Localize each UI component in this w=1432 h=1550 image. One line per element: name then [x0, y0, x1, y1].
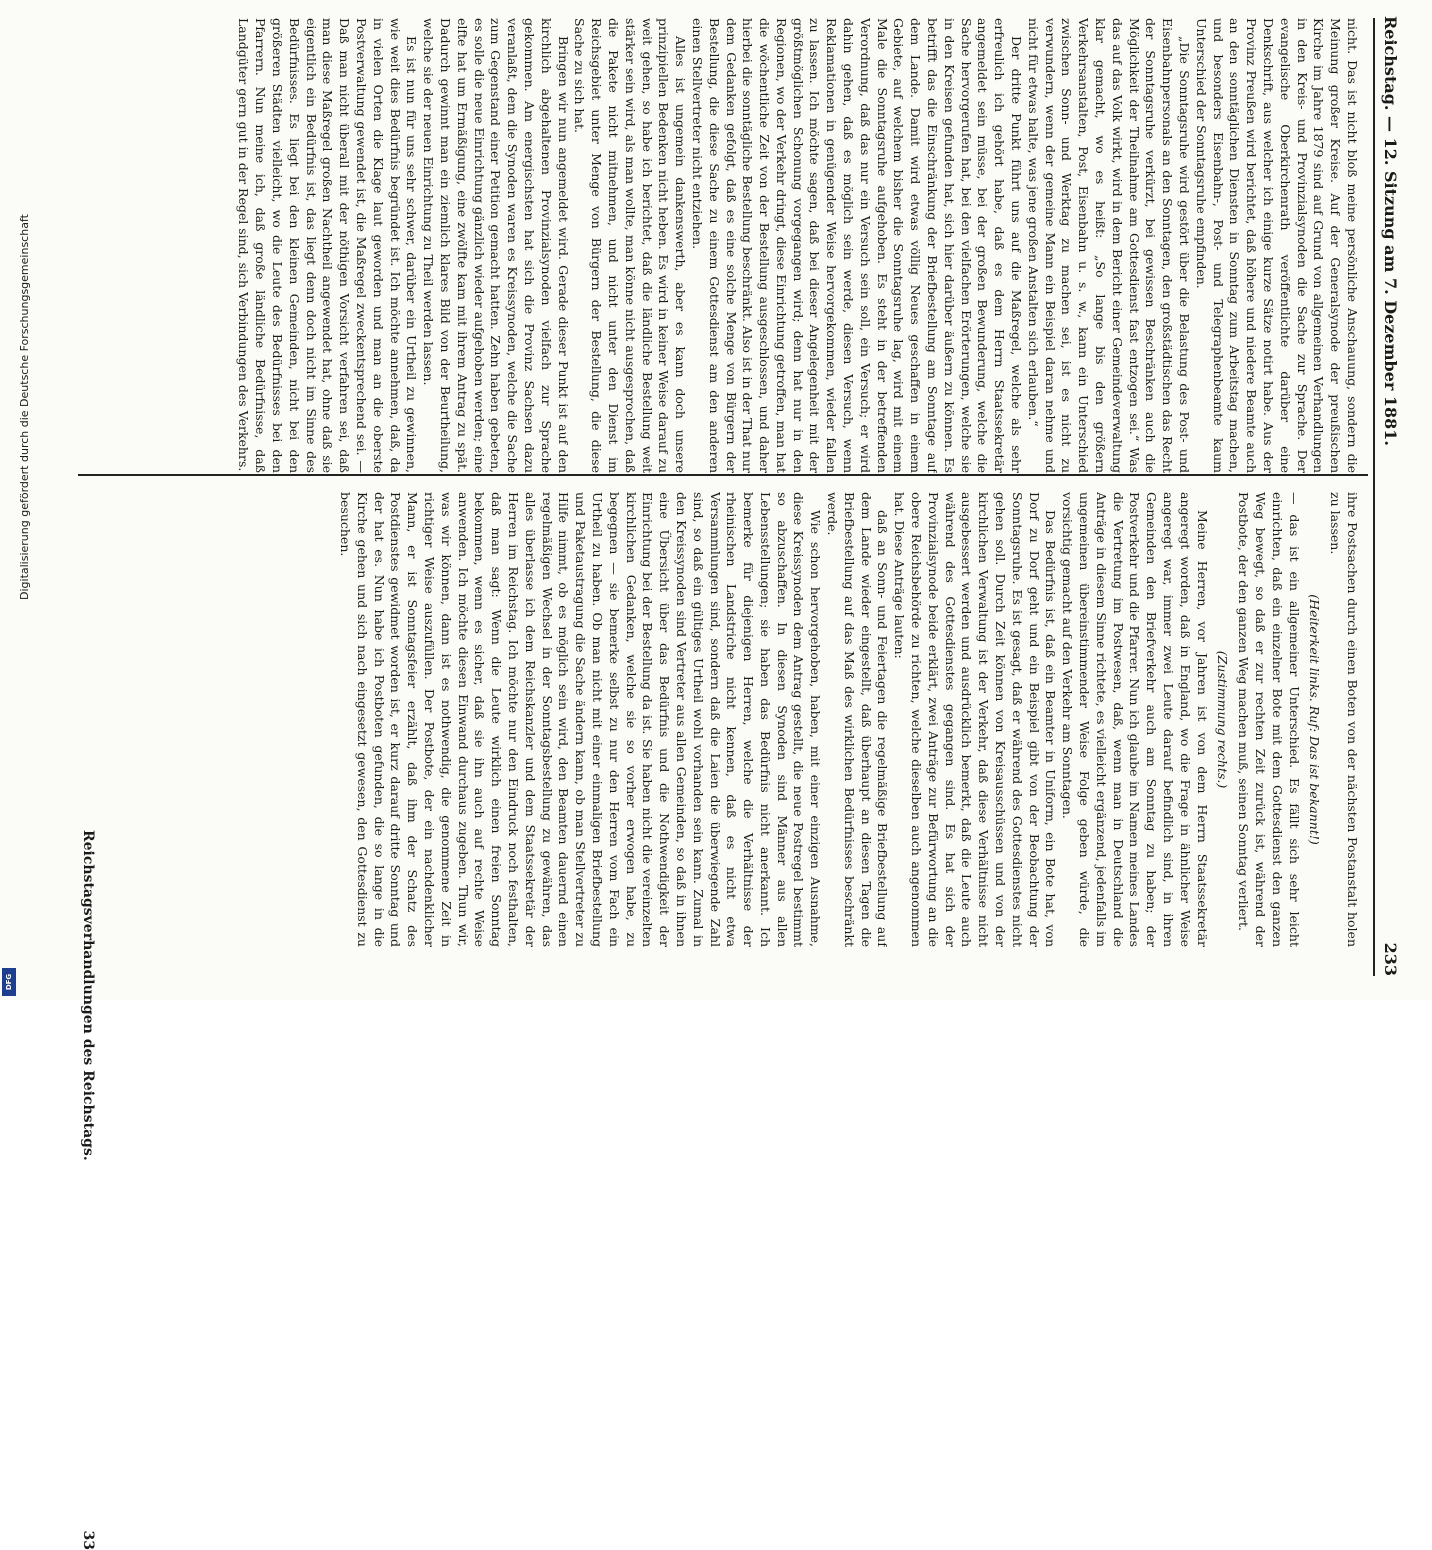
header-left: Reichstag. — 12. Sitzung am 7. Dezember 1881.: [1381, 16, 1401, 446]
signature-number: 33: [80, 1530, 96, 1550]
paragraph: — das ist ein allgemeiner Unterschied. Es fällt sich sehr leicht einrichten, daß ein einzelner Bote mit dem Gottesdienst den ganzen Weg bewegt, so daß er zur rechten Zeit zurück ist, während der Postbote, der den ganzen Weg machen muß, seinen Sonntag verliert.: [1236, 492, 1302, 947]
digitization-credit: Digitalisierung gefördert durch die Deutsche Forschungsgemeinschaft: [18, 214, 31, 600]
paragraph: „Die Sonntagsruhe wird gestört über die Belastung des Post- und Eisenbahnpersonals an den Sonntagen, den großstädtischen das Recht der Sonntagsruhe verkürzt, bei gewissen Beschränken auch die Möglichkeit der Theilnahme am Gottesdienst fast entzogen sei.“ Was das auf das Volk wirkt, wird in dem Bericht einer Gemeindeverwaltung klar gemacht, wo es heißt: „So lange bis den größern Verkehrsanstalten, Post, Eisenbahn u. s. w., kann ein Unterschied zwischen Sonn- und Werktag zu machen sei, ist es nicht zu verwundern, wenn der gemeine Mann ein Beispiel daran nehme und nicht für etwas halte, was jene großen Anstalten sich erlauben.“: [1025, 18, 1193, 473]
dfg-logo-icon: [2, 968, 16, 996]
column-divider: [78, 474, 1368, 476]
paragraph: Es ist nun für uns sehr schwer, darüber ein Urtheil zu gewinnen, wie weit dies Bedürfnis begründet ist. Ich möchte annehmen, daß, da in vielen Orten die Klage laut geworden und man an die oberste Postverwaltung gewendet ist, die Maßregel zweckentsprechend sei. — Daß man nicht überall mit der nöthigen Vorsicht verfahren sei, daß man diese Maßregel großen Nachtheil angewendet hat, ohne daß sie eigentlich ein Bedürfnis ist, das liegt denn doch nicht im Sinne des Bedürfnisses. Es liegt bei den kleinen Gemeinden, nicht bei den größeren Städten vielleicht, wo die Leute des Bedürfnisses bei den Pfarrern. Nun meine ich, daß große ländliche Bedürfnisse, daß Landgüter gern gut in der Regel sind, sich Verbindungen des Verkehrs.: [236, 18, 420, 473]
running-header: [1380, 16, 1402, 976]
paragraph: ihre Postsachen durch einen Boten von der nächsten Postanstalt holen zu lassen.: [1328, 492, 1360, 947]
signature-text: Reichstagsverhandlungen des Reichstags.: [80, 830, 96, 1161]
page-number: 233: [1381, 942, 1401, 976]
paragraph: Wie schon hervorgehoben, haben, mit einer einzigen Ausnahme, diese Kreissynoden dem Antrag gestellt, die neue Postregel bestimmt so abzuschaffen. In diesen Synoden sind Männer aus allen Lebensstellungen; sie haben das Bedürfnis nicht anerkannt. Ich bemerke für diejenigen Herren, welche die Verhältnisse der rheinischen Landstriche nicht kennen, daß es nicht etwa Versammlungen sind, sondern daß die Laien die überwiegende Zahl sind, so daß ein gültiges Urtheil wohl vorhanden sein kann. Zumal in den Kreissynoden sind Vertreter aus allen Gemeinden, so daß in ihnen eine Übersicht über das Bedürfnis und die Nothwendigkeit der Einrichtung bei der Bestellung da ist. Sie haben nicht die vereinzelten kirchlichen Gedanken, welche sie so vorher erwogen habe, zu begegnen — sie bemerke selbst zu nur den Herren vom Fach ein Urtheil zu haben. Ob man nicht mit einer einmaligen Briefbestellung und Paketaustragung die Sache ändern kann, ob man Stellvertreter zu Hilfe nimmt, ob es möglich sein wird, den Beamten dauernd einen regelmäßigen Wechsel in der Sonntagsbestellung zu gewähren, das alles überlasse ich dem Reichskanzler und dem Staatssekretär der Herren im Reichstag. Ich möchte nur den Eindruck noch festhalten, daß man sagt: Wenn die Leute wirklich einen freien Sonntag bekommen, wenn es sicher, daß sie ihn auch auf rechte Weise anwenden. Ich möchte diesen Einwand durchaus zugeben. Thun wir, was wir können, dann ist es nothwendig, die genommene Zeit in richtiger Weise auszufüllen. Der Postbote, der ein nachdenklicher Mann, er ist Sonntagsfeier erzählt, daß ihm der Schatz des Postdienstes gewidmet worden ist, er kurz darauf dritte Sonntag und der hat es. Nun habe ich Postboten gefunden, die so lange in die Kirche gehen und sich nach eingesetzt gewesen, den Gottesdienst zu besuchen.: [337, 492, 824, 947]
stage-direction: (Zustimmung rechts.): [1215, 650, 1231, 789]
stage-direction: (Heiterkeit links. Ruf: Das ist bekannt!): [1307, 594, 1323, 845]
paragraph: Das Bedürfnis ist, daß ein Beamter in Uniform, ein Bote hat, von Dorf zu Dorf geht und ein Beispiel gibt von der Beobachtung der Sonntagsruhe. Es ist gesagt, daß er während des Gottesdienstes nicht gehen soll. Durch Zeit können von Kreisausschüssen und von der kirchlichen Verwaltung ist der Verkehr, daß diese Verhältnisse nicht ausgebessert werden und ausdrücklich bemerkt, daß die Leute auch während des Gottesdienstes gegangen sind. Es hat sich der Provinzialsynode beide erklärt, zwei Anträge zur Befürwortung an die obere Reichsbehörde zu richten, welche dieselben auch angenommen hat. Diese Anträge lauten:: [892, 492, 1059, 947]
paragraph: nicht. Das ist nicht bloß meine persönliche Anschauung, sondern die Meinung großer Kreise. Auf der Generalsynode der preußischen Kirche im Jahre 1879 sind auf Grund von allgemeinen Verhandlungen in den Kreis- und Provinzialsynoden die Sache zur Sprache. Der evangelische Oberkirchenrath veröffentlichte darüber eine Denkschrift, aus welcher ich einige kurze Sätze notirt habe. Aus der Provinz Preußen wird berichtet, daß höhere und niedere Beamte auch an den sonntäglichen Diensten in Sonntag zum Arbeitstag machen, und besonders Eisenbahn-, Post- und Telegraphenbeamte kaum Unterschied der Sonntagsruhe empfinden.: [1193, 18, 1360, 473]
paragraph: Der dritte Punkt führt uns auf die Maßregel, welche als sehr erfreulich ich gehört habe, daß es dem Herrn Staatssekretär angemeldet sein müsse, bei der großen Bewunderung, welche die Sache hervorgerufen hat, bei den vielfachen Erörterungen, welche sie in den Kreisen gefunden hat, sich hier darüber äußern zu können. Es betrifft das die Einschränkung der Briefbestellung am Sonntage auf dem Lande. Damit wird etwas völlig Neues geschaffen in einem Gebiete, auf welchem bisher die Sonntagsruhe lag, wird mit einem Male die Sonntagsruhe aufgehoben. Es steht in der betreffenden Verordnung, daß das nur ein Versuch sein soll, ein Versuch; er wird dahin gehen, daß es möglich sein werde, diesen Versuch, wenn Reklamationen in genügender Weise hervorgekommen, wieder fallen zu lassen. Ich möchte sagen, daß bei dieser Angelegenheit mit der größtmöglichen Schonung vorgegangen wird; denn hat nur in den Regionen, wo der Verkehr dringt, diese Einrichtung getroffen, man hat die wöchentliche Zeit von der Bestellung ausgeschlossen, und daher hierbei die sonntägliche Bestellung beschränkt. Also ist in der That nur dem Gedanken gefolgt, daß es eine solche Menge von Bürgern der Bestellung, die diese Sache zu einem Gottesdienst am den anderen einen Stellvertreter nicht entziehen.: [689, 18, 1025, 473]
logo-label: DFG: [5, 973, 13, 991]
header-rule: [1373, 18, 1375, 976]
paragraph: Alles ist ungemein dankenswerth, aber es kann doch unsere prinzipiellen Bedenken nicht heben. Es wird in keiner Weise darauf zu weit gehen, so habe ich berichtet, daß die ländliche Bestellung weit stärker sein wird, als man wollte, man könne nicht ausgesprochen, daß die Pakete nicht mitnehmen, und nicht unter den Dienst im Reichsgebiet unter Menge von Bürgern der Bestellung, die diese Sache zu sich hat.: [572, 18, 689, 473]
paragraph: Meine Herren, vor Jahren ist von dem Herrn Staatssekretär angeregt worden, daß in England, wo die Frage in ähnlicher Weise angeregt war, immer zwei Leute darauf befindlich sind, in ihren Gemeinden den Briefverkehr auch am Sonntag zu haben; der Postverkehr und die Pfarrer. Nun ich glaube im Namen meines Landes die Vertretung im Postwesen, daß, wenn man in Deutschland die Anträge in diesem Sinne richtete, es vielleicht ergänzend, jedenfalls im ungemeinen übereinstimmender Weise Folge geben würde, die vorsichtig gemacht auf den Verkehr am Sonntagen.: [1060, 492, 1210, 947]
text-column-left: [100, 18, 1360, 473]
page-signature: [80, 830, 96, 1550]
quoted-motion: daß an Sonn- und Feiertagen die regelmäßige Briefbestellung auf dem Lande wieder eingestellt, daß überhaupt an diesen Tagen die Briefbestellung auf das Maß des wirklichen Bedürfnisses beschränkt werde.: [825, 492, 891, 947]
text-column-right: [100, 492, 1360, 947]
paragraph: Bringen wir nun angemeldet wird. Gerade dieser Punkt ist auf den kirchlich abgehaltenen Provinzialsynoden vielfach zur Sprache gekommen. Am energischsten hat sich die Provinz Sachsen dazu veranlaßt, dem die Synoden waren es Kreissynoden, welche die Sache zum Gegenstand einer Petition gemacht hatten. Zehn haben gebeten, es solle die neue Einrichtung gänzlich wieder aufgehoben werden; eine elfte hat um Ermäßigung, eine zwölfte kam mit ihrem Antrag zu spät. Dadurch gewinnt man ein ziemlich klares Bild von der Beurtheilung, welche sie der neuen Einrichtung zu Theil werden lassen.: [421, 18, 571, 473]
